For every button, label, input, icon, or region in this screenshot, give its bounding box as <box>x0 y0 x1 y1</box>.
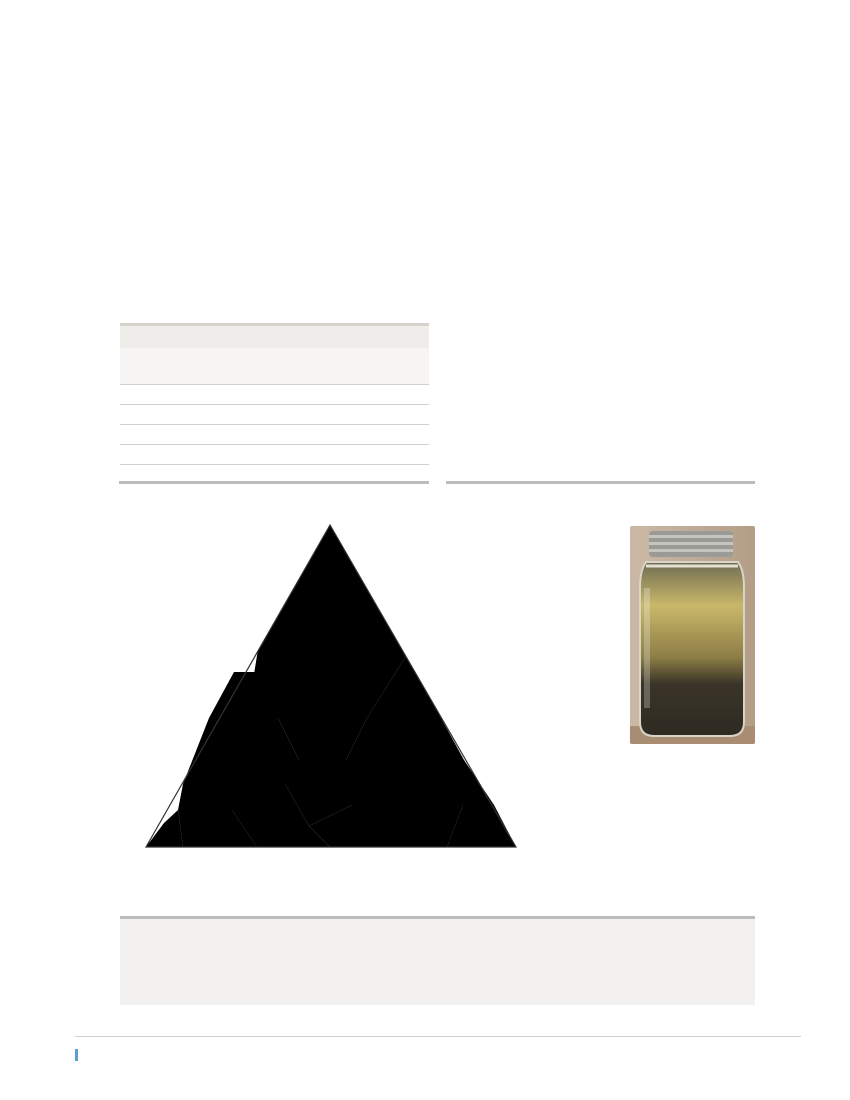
footer-accent-bar <box>75 1049 78 1061</box>
rate-cell <box>278 445 348 465</box>
table-title <box>120 323 429 348</box>
rate-cell <box>208 425 278 445</box>
rate-cell <box>208 445 278 465</box>
footer <box>75 1049 82 1063</box>
soil-type-cell <box>120 425 208 445</box>
region-clay <box>247 525 406 718</box>
rate-cell <box>348 405 429 425</box>
col-max-rate <box>208 348 429 366</box>
rate-cell <box>208 405 278 425</box>
table-row <box>120 425 429 445</box>
rate-cell <box>348 385 429 405</box>
soil-types-heading <box>119 481 429 491</box>
table-row <box>120 405 429 425</box>
jar-heading <box>446 481 755 491</box>
slope-header <box>208 366 278 385</box>
rate-cell <box>348 425 429 445</box>
soil-type-cell <box>120 385 208 405</box>
table-row <box>120 445 429 465</box>
slope-header <box>278 366 348 385</box>
soil-type-cell <box>120 445 208 465</box>
soil-type-cell <box>120 405 208 425</box>
determine-soil-type-box <box>120 916 755 1005</box>
slope-header <box>348 366 429 385</box>
rate-cell <box>278 405 348 425</box>
rate-cell <box>208 385 278 405</box>
soil-sample-jar-photo <box>630 526 755 744</box>
rate-cell <box>278 385 348 405</box>
soil-infiltration-table <box>120 323 429 465</box>
rate-cell <box>348 445 429 465</box>
col-soil-type <box>120 348 208 366</box>
footer-divider <box>75 1036 801 1037</box>
table-row <box>120 385 429 405</box>
rate-cell <box>278 425 348 445</box>
soil-texture-triangle <box>110 515 530 905</box>
